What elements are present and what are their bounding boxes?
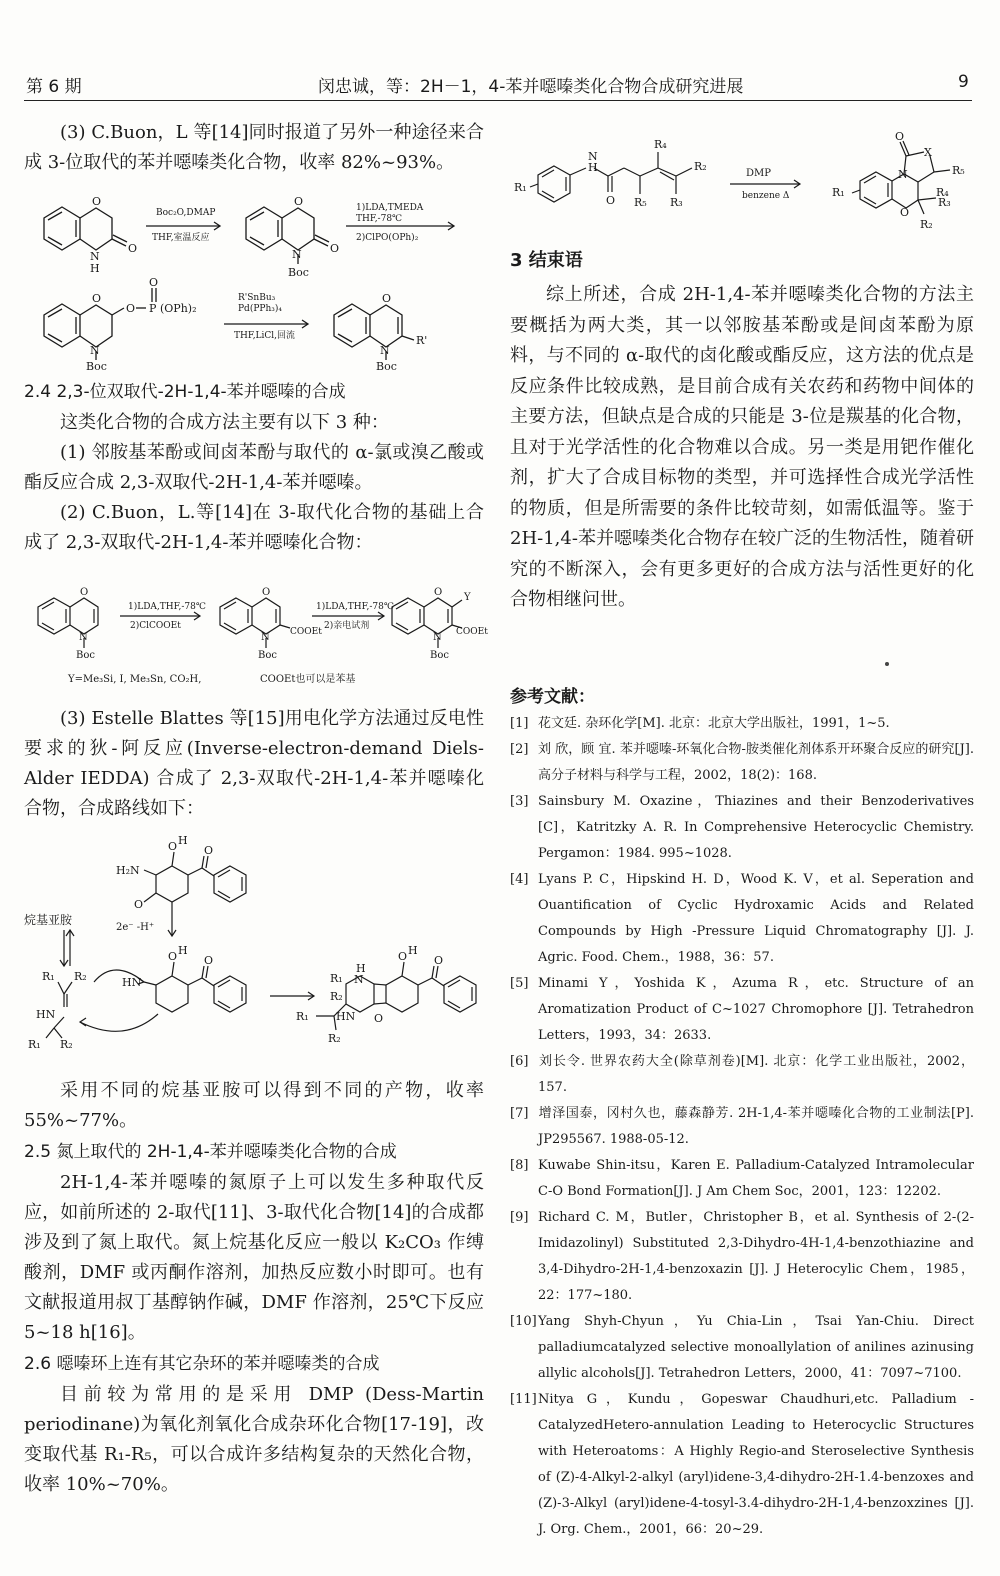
section-3-heading: 3 结束语 bbox=[510, 250, 583, 271]
atom-n: N bbox=[380, 344, 390, 357]
atom-o: O bbox=[895, 130, 905, 143]
reference-item bbox=[510, 1049, 974, 1101]
reference-number: [1] bbox=[510, 716, 529, 731]
reaction-scheme-2 bbox=[24, 582, 488, 692]
reference-number: [7] bbox=[510, 1106, 529, 1121]
paragraph-2-6: 目前较为常用的是采用 DMP (Dess-Martin periodinane)为氧化剂氧化合成杂环化合物[17-19]，改变取代基 R₁-R₅，可以合成许多结构复杂的天然化合物，收率 10%~70%。 bbox=[24, 1384, 484, 1495]
reagent-lda-2: 1)LDA,THF,-78℃ bbox=[316, 602, 394, 612]
atom-o: O bbox=[294, 195, 304, 208]
boc-label: Boc bbox=[288, 266, 309, 279]
r1-label: R₁ bbox=[42, 970, 55, 983]
reagent-pd: Pd(PPh₃)₄ bbox=[238, 304, 282, 314]
page-number: 9 bbox=[958, 72, 969, 92]
r1-label: R₁ bbox=[514, 181, 527, 194]
reagent-clpo: 2)ClPO(OPh)₂ bbox=[356, 233, 419, 243]
paragraph-method-1: (1) 邻胺基苯酚或间卤苯酚与取代的 α-氯或溴乙酸或酯反应合成 2,3-双取代-2H-1,4-苯并噁嗪。 bbox=[24, 442, 484, 493]
r5-label: R₅ bbox=[634, 196, 647, 209]
right-column-conclusion bbox=[510, 246, 974, 616]
coo-et-label: COOEt bbox=[456, 627, 488, 637]
condition-reflux: THF,LiCl,回流 bbox=[234, 331, 296, 341]
reaction-scheme-4 bbox=[510, 124, 980, 244]
r2-label: R₂ bbox=[920, 218, 933, 231]
condition-thf-rt: THF,室温反应 bbox=[152, 233, 210, 243]
boc-label: Boc bbox=[376, 360, 397, 373]
atom-n: N bbox=[261, 632, 270, 643]
boc-label: Boc bbox=[258, 650, 277, 661]
atom-o: O bbox=[262, 587, 271, 598]
reference-text: 增泽国泰，冈村久也，藤森静芳. 2H-1,4-苯并噁嗪化合物的工业制法[P]. JP295567. 1988-05-12. bbox=[538, 1106, 974, 1147]
header-rule bbox=[24, 100, 972, 101]
footnote-y: Y=Me₃Si, I, Me₃Sn, CO₂H, bbox=[68, 674, 202, 685]
boc-label: Boc bbox=[430, 650, 449, 661]
paragraph-conclusion: 综上所述，合成 2H-1,4-苯并噁嗪类化合物的方法主要概括为两大类，其一以邻胺基苯酚或是间卤苯酚为原料，与不同的 α-取代的卤化酸或酯反应，这方法的优点是反应条件比较成熟，是目前合成有关农药和药物中间体的主要方法，但缺点是合成的只能是 3-位是羰基的化合物，且对于光学活性的化合物难以合成。另一类是用钯作催化剂，扩大了合成目标物的类型，并可选择性合成光学活性的物质，但是所需要的条件比较苛刻，如需低温等。鉴于 2H-1,4-苯并噁嗪类化合物存在较广泛的生物活性，随着研究的不断深入，会有更多更好的合成方法与活性更好的化合物相继问世。 bbox=[510, 284, 974, 610]
atom-n: N bbox=[90, 344, 100, 357]
references-list bbox=[510, 711, 974, 1543]
atom-o: O bbox=[606, 194, 616, 207]
r1-label: R₁ bbox=[28, 1038, 41, 1051]
atom-n: N bbox=[292, 248, 302, 261]
atom-p: P bbox=[149, 302, 157, 315]
reaction-scheme-3 bbox=[24, 832, 484, 1064]
atom-n: N bbox=[433, 632, 442, 643]
left-column-iedda bbox=[24, 704, 484, 824]
boc-label: Boc bbox=[86, 360, 107, 373]
r4-label: R₄ bbox=[936, 186, 949, 199]
x-label: X bbox=[924, 146, 932, 159]
speck bbox=[885, 662, 889, 666]
r2-label: R₂ bbox=[330, 990, 343, 1003]
references-section bbox=[510, 682, 974, 1543]
hn-label: HN bbox=[36, 1008, 56, 1021]
coo-et-label: COOEt bbox=[290, 627, 322, 637]
references-heading: 参考文献： bbox=[510, 687, 595, 707]
r2-label: R₂ bbox=[74, 970, 87, 983]
reference-number: [4] bbox=[510, 872, 529, 887]
reference-item bbox=[510, 737, 974, 789]
atom-o: O bbox=[374, 1012, 384, 1025]
boc-label: Boc bbox=[76, 650, 95, 661]
r5-label: R₅ bbox=[952, 164, 965, 177]
left-column-top bbox=[24, 118, 484, 178]
atom-o: O bbox=[92, 195, 102, 208]
reagent-lda-1: 1)LDA,THF,-78℃ bbox=[128, 602, 206, 612]
reference-text: 刘长令. 世界农药大全(除草剂卷)[M]. 北京：化学工业出版社，2002，157. bbox=[538, 1054, 974, 1095]
side-label: 烷基亚胺 bbox=[24, 913, 73, 927]
atom-o: O bbox=[149, 276, 159, 289]
atom-o: O bbox=[168, 840, 178, 853]
reference-number: [10] bbox=[510, 1314, 537, 1329]
reference-text: Minami Y，Yoshida K，Azuma R，etc. Structure of an Aromatization Product of C~1027 Chromophore [J]. Tetrahedron Letters，1993，34：2633. bbox=[538, 976, 974, 1043]
hn-label: HN bbox=[122, 976, 142, 989]
atom-h: H bbox=[178, 944, 188, 957]
footnote-cooet: COOEt也可以是苯基 bbox=[260, 674, 356, 685]
atom-h: H bbox=[178, 834, 188, 847]
reaction-scheme-1 bbox=[24, 188, 484, 373]
r-prime-label: R' bbox=[416, 334, 428, 347]
atom-o: O bbox=[434, 587, 443, 598]
paragraph-2-5: 2H-1,4-苯并噁嗪的氮原子上可以发生多种取代反应，如前所述的 2-取代[11]、3-取代化合物[14]的合成都涉及到了氮上取代。氮上烷基化反应一般以 K₂CO₃ 作缚酸剂，DMF 或丙酮作溶剂，加热反应数小时即可。也有文献报道用叔丁基醇钠作碱，DMF 作溶剂，25℃下反应 5~18 h[16]。 bbox=[24, 1172, 484, 1343]
atom-h: H bbox=[588, 161, 598, 174]
reference-text: Kuwabe Shin-itsu，Karen E. Palladium-Catalyzed Intramolecular C-O Bond Formation[J]. J Am Chem Soc，2001，123：12202. bbox=[538, 1158, 974, 1199]
r2-label: R₂ bbox=[60, 1038, 73, 1051]
atom-n: N bbox=[354, 973, 364, 986]
section-2-5-heading: 2.5 氮上取代的 2H-1,4-苯并噁嗪类化合物的合成 bbox=[24, 1142, 397, 1162]
r2-label: R₂ bbox=[328, 1032, 341, 1045]
reference-number: [2] bbox=[510, 742, 529, 757]
paragraph-yield: 采用不同的烷基亚胺可以得到不同的产物，收率 55%~77%。 bbox=[24, 1080, 484, 1131]
atom-n: N bbox=[79, 632, 88, 643]
reference-number: [11] bbox=[510, 1392, 537, 1407]
r4-label: R₄ bbox=[654, 138, 667, 151]
r1-label: R₁ bbox=[832, 186, 845, 199]
reference-number: [8] bbox=[510, 1158, 529, 1173]
atom-n: N bbox=[90, 250, 100, 263]
reagent-boc2o: Boc₂O,DMAP bbox=[156, 208, 216, 218]
atom-o: O bbox=[126, 302, 136, 315]
condition-benzene: benzene Δ bbox=[742, 191, 790, 201]
reference-number: [5] bbox=[510, 976, 529, 991]
r3-label: R₃ bbox=[670, 196, 683, 209]
reference-text: Yang Shyh-Chyun，Yu Chia-Lin，Tsai Yan-Chiu. Direct palladiumcatalyzed selective monoallylation of anilines azinusing allylic alcohols[J]. Tetrahedron Letters，2000，41：7097~7100. bbox=[538, 1314, 974, 1381]
atom-o: O bbox=[204, 954, 214, 967]
reagent-lda: 1)LDA,TMEDA bbox=[356, 203, 424, 213]
reference-text: Sainsbury M. Oxazine，Thiazines and their Benzoderivatives [C]，Katritzky A. R. In Comprehensive Heterocyclic Chemistry. Pergamon：1984. 995~1028. bbox=[538, 794, 974, 861]
reference-text: Lyans P. C，Hipskind H. D，Wood K. V，et al. Seperation and Ouantification of Cyclic Hydroxamic Acids and Related Compounds by High -Pressure Liquid Chromatography [J]. J. Agric. Food. Chem.，1988，36：57. bbox=[538, 872, 974, 965]
reference-text: 刘 欣，顾 宜. 苯并噁嗪-环氧化合物-胺类催化剂体系开环聚合反应的研究[J]. 高分子材料与科学与工程，2002，18(2)：168. bbox=[538, 742, 974, 783]
reference-text: 花文廷. 杂环化学[M]. 北京：北京大学出版社，1991，1~5. bbox=[538, 716, 890, 731]
reagent-electrophile: 2)亲电试剂 bbox=[324, 621, 370, 631]
running-title: 闵忠诚，等：2H－1，4-苯并噁嗪类化合物合成研究进展 bbox=[318, 77, 744, 97]
reference-item bbox=[510, 1205, 974, 1309]
atom-o: O bbox=[134, 898, 144, 911]
reagent-stannane: R'SnBu₃ bbox=[238, 293, 276, 303]
reagent-dmp: DMP bbox=[746, 168, 771, 179]
atom-o: O bbox=[204, 844, 214, 857]
atom-h: H bbox=[408, 944, 418, 957]
paragraph-route-3: (3) C.Buon，L 等[14]同时报道了另外一种途径来合成 3-位取代的苯并噁嗪类化合物，收率 82%~93%。 bbox=[24, 122, 484, 173]
atom-o: O bbox=[382, 292, 392, 305]
reagent-clcooet: 2)ClCOOEt bbox=[130, 621, 181, 631]
paragraph-method-3: (3) Estelle Blattes 等[15]用电化学方法通过反电性要求的狄-阿反应(Inverse-electron-demand Diels-Alder IEDDA) 合成了 2,3-双取代-2H-1,4-苯并噁嗪化合物，合成路线如下： bbox=[24, 708, 484, 819]
r2-label: R₂ bbox=[694, 160, 707, 173]
paragraph-methods: 这类化合物的合成方法主要有以下 3 种： bbox=[60, 412, 389, 433]
left-column-mid bbox=[24, 376, 484, 558]
hn-label: HN bbox=[336, 1010, 356, 1023]
journal-issue: 第 6 期 bbox=[26, 77, 82, 97]
r1-label: R₁ bbox=[296, 1010, 309, 1023]
atom-h: H bbox=[90, 262, 100, 275]
atom-n: N bbox=[898, 168, 908, 181]
reference-item bbox=[510, 789, 974, 867]
r1-label: R₁ bbox=[330, 972, 343, 985]
reference-number: [9] bbox=[510, 1210, 529, 1225]
atom-h: H bbox=[356, 962, 366, 975]
reference-item bbox=[510, 711, 974, 737]
reference-text: Nitya G，Kundu，Gopeswar Chaudhuri,etc. Palladium - CatalyzedHetero-annulation Leading to Heterocyclic Structures with Heteroatoms：A Highly Regio-and Steroselective Synthesis of (Z)-4-Alkyl-2-alkyl (aryl)idene-3,4-dihydro-2H-1.4-benzoxes and (Z)-3-Alkyl (aryl)idene-4-tosyl-3.4-dihydro-2H-1,4-benzoxzines [J]. J. Org. Chem.，2001，66：20~29. bbox=[538, 1392, 974, 1537]
paragraph-method-2: (2) C.Buon，L.等[14]在 3-取代化合物的基础上合成了 2,3-双取代-2H-1,4-苯并噁嗪化合物： bbox=[24, 502, 484, 553]
atom-o: O bbox=[168, 950, 178, 963]
reference-item bbox=[510, 1101, 974, 1153]
atom-o: O bbox=[92, 292, 102, 305]
atom-o: O bbox=[398, 950, 408, 963]
electron-label: 2e⁻ -H⁺ bbox=[116, 922, 155, 933]
left-column-bottom bbox=[24, 1076, 484, 1500]
reference-number: [6] bbox=[510, 1054, 529, 1069]
section-2-6-heading: 2.6 噁嗪环上连有其它杂环的苯并噁嗪类的合成 bbox=[24, 1354, 380, 1374]
r3-label: R₃ bbox=[938, 196, 951, 209]
reference-number: [3] bbox=[510, 794, 529, 809]
reference-item bbox=[510, 1387, 974, 1543]
reference-text: Richard C. M，Butler，Christopher B，et al. Synthesis of 2-(2-Imidazolinyl) Substituted 2,3-Dihydro-4H-1,4-benzothiazine and 3,4-Dihydro-2H-1,4-benzoxazin [J]. J Heterocylic Chem，1985，22：177~180. bbox=[538, 1210, 974, 1303]
reference-item bbox=[510, 1153, 974, 1205]
atom-o: O bbox=[128, 242, 138, 255]
atom-o: O bbox=[80, 587, 89, 598]
atom-o: O bbox=[900, 206, 910, 219]
reference-item bbox=[510, 1309, 974, 1387]
atom-o: O bbox=[330, 242, 340, 255]
h2n-label: H₂N bbox=[116, 864, 140, 877]
atom-n: N bbox=[588, 150, 598, 163]
opph2-label: (OPh)₂ bbox=[160, 302, 197, 315]
y-label: Y bbox=[464, 592, 471, 603]
reference-item bbox=[510, 867, 974, 971]
atom-o: O bbox=[434, 954, 444, 967]
section-2-4-heading: 2.4 2,3-位双取代-2H-1,4-苯并噁嗪的合成 bbox=[24, 382, 346, 402]
condition-thf-78: THF,-78℃ bbox=[356, 214, 403, 224]
reference-item bbox=[510, 971, 974, 1049]
